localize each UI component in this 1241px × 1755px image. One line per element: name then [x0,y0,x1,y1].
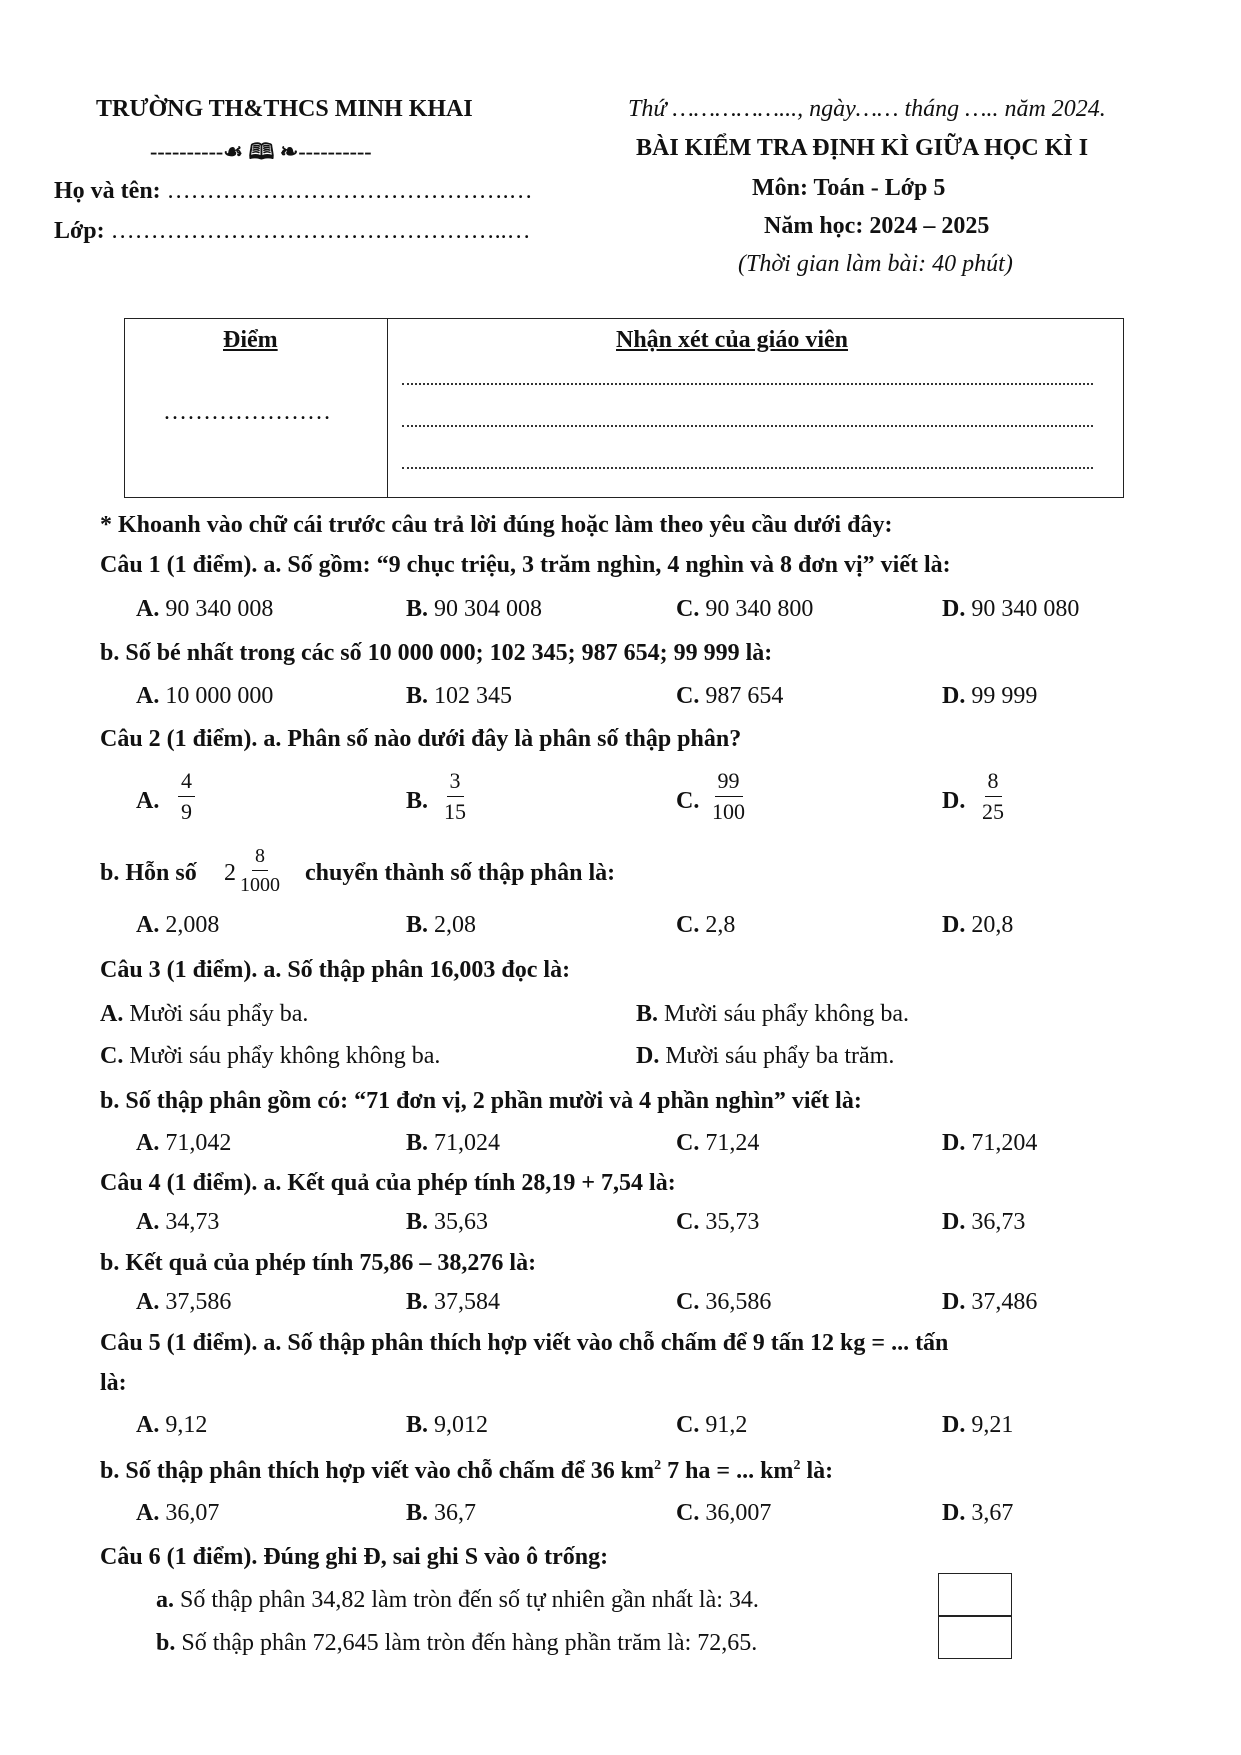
option-text: 90 340 080 [971,596,1080,622]
option-letter: C. [676,1209,700,1235]
option-text: 20,8 [971,912,1014,938]
q2a-prompt: Câu 2 (1 điểm). a. Phân số nào dưới đây là phân số thập phân? [100,726,742,752]
option-letter: A. [136,912,160,938]
option-text: 9,012 [434,1412,489,1438]
option-text: 71,24 [705,1130,760,1156]
score-dots: ………………… [163,399,331,425]
option-letter: D. [636,1043,660,1069]
option-letter: C. [676,1289,700,1315]
denominator: 15 [444,799,466,824]
q1a-option-c[interactable] [676,596,813,623]
option-text: 99 999 [971,683,1038,709]
option-letter: A. [136,1289,160,1315]
q6b-answer-box[interactable] [938,1615,1012,1659]
option-text: 36,07 [165,1500,220,1526]
q2b-option-c[interactable] [676,912,735,939]
option-text: 37,486 [971,1289,1038,1315]
exam-title: BÀI KIỂM TRA ĐỊNH KÌ GIỮA HỌC KÌ I [636,135,1089,161]
superscript-2: 2 [654,1458,662,1473]
option-letter: A. [136,1209,160,1235]
option-letter: A. [100,1001,124,1027]
option-text: Mười sáu phẩy không không ba. [129,1043,441,1069]
q5a-prompt-line1: Câu 5 (1 điểm). a. Số thập phân thích hợp viết vào chỗ chấm để 9 tấn 12 kg = ... tấn [100,1330,949,1356]
q4a-option-b[interactable] [406,1209,488,1236]
option-letter: C. [676,1130,700,1156]
q2a-fraction-a [178,770,195,823]
q1b-option-d[interactable] [942,683,1037,710]
student-name-row[interactable] [54,178,533,205]
option-text: 3,67 [971,1500,1014,1526]
denominator: 100 [712,799,745,824]
score-header: Điểm [223,327,278,353]
q2a-fraction-c [712,770,745,823]
class-row[interactable] [54,218,531,245]
numerator: 8 [985,770,1002,797]
q5a-prompt-line2: là: [100,1370,127,1396]
option-text: 2,08 [434,912,477,938]
q6b-statement [156,1630,757,1657]
q4b-option-a[interactable] [136,1289,231,1316]
class-label: Lớp: [54,218,105,244]
q2b-option-d[interactable] [942,912,1013,939]
option-letter: A. [136,1412,160,1438]
statement-label: b. [156,1630,176,1656]
q2a-option-c[interactable]: C. [676,788,700,814]
option-letter: B. [636,1001,659,1027]
q5b-option-c[interactable] [676,1500,771,1527]
denominator: 25 [982,799,1004,824]
q2a-option-b[interactable]: B. [406,788,429,814]
comment-line-1[interactable] [402,383,1093,385]
option-letter: B. [406,1209,429,1235]
option-letter: B. [406,1289,429,1315]
option-text: Mười sáu phẩy ba trăm. [665,1043,895,1069]
comment-cell [388,319,1124,498]
numerator: 4 [178,770,195,797]
q5b-prompt-part3: là: [800,1458,834,1484]
comment-header: Nhận xét của giáo viên [616,327,849,353]
option-text: Mười sáu phẩy không ba. [664,1001,910,1027]
option-letter: D. [942,1130,966,1156]
option-text: 90 340 008 [165,596,274,622]
option-letter: B. [406,1500,429,1526]
q1a-option-d[interactable] [942,596,1079,623]
class-dots: …………………………………………..… [110,218,531,244]
q1a-prompt: Câu 1 (1 điểm). a. Số gồm: “9 chục triệu, 3 trăm nghìn, 4 nghìn và 8 đơn vị” viết là: [100,552,951,578]
option-text: 9,12 [165,1412,208,1438]
instruction: * Khoanh vào chữ cái trước câu trả lời đúng hoặc làm theo yêu cầu dưới đây: [100,512,893,538]
q2b-option-b[interactable] [406,912,476,939]
ornament-divider: ----------☙ 🕮 ❧---------- [150,139,372,164]
option-letter: D. [942,1289,966,1315]
option-letter: C. [676,1412,700,1438]
q3b-option-c[interactable] [676,1130,759,1157]
q5a-option-a[interactable] [136,1412,207,1439]
option-text: 71,024 [434,1130,501,1156]
option-text: 35,63 [434,1209,489,1235]
option-letter: C. [676,1500,700,1526]
statement-text: Số thập phân 34,82 làm tròn đến số tự nhiên gần nhất là: 34. [174,1587,759,1613]
q6-prompt: Câu 6 (1 điểm). Đúng ghi Đ, sai ghi S vào ô trống: [100,1544,609,1570]
q6a-answer-box[interactable] [938,1573,1012,1617]
q3b-option-a[interactable] [136,1130,231,1157]
q2b-mixed-fraction [240,846,280,895]
q3b-prompt: b. Số thập phân gồm có: “71 đơn vị, 2 phần mười và 4 phần nghìn” viết là: [100,1088,862,1114]
name-dots: …………………………………….… [166,178,533,204]
comment-line-2[interactable] [402,425,1093,427]
option-letter: D. [942,1412,966,1438]
option-text: 2,8 [705,912,736,938]
option-text: 91,2 [705,1412,748,1438]
school-year: Năm học: 2024 – 2025 [764,213,990,239]
comment-line-3[interactable] [402,467,1093,469]
option-text: 90 340 800 [705,596,814,622]
option-text: 10 000 000 [165,683,274,709]
q5b-prompt-part1: b. Số thập phân thích hợp viết vào chỗ chấm để 36 km [100,1458,655,1484]
option-letter: A. [136,596,160,622]
statement-text: Số thập phân 72,645 làm tròn đến hàng phần trăm là: 72,65. [175,1630,758,1656]
option-text: 90 304 008 [434,596,543,622]
q4b-prompt: b. Kết quả của phép tính 75,86 – 38,276 là: [100,1250,537,1276]
statement-label: a. [156,1587,174,1613]
q1b-prompt: b. Số bé nhất trong các số 10 000 000; 102 345; 987 654; 99 999 là: [100,640,773,666]
option-text: 71,042 [165,1130,232,1156]
date-line: Thứ ……………..., ngày…… tháng ….. năm 2024. [628,96,1106,122]
numerator: 8 [252,846,268,871]
option-text: 2,008 [165,912,220,938]
time-limit: (Thời gian làm bài: 40 phút) [738,251,1013,277]
q5b-prompt [100,1458,833,1485]
q2b-option-a[interactable] [136,912,219,939]
q2a-option-a[interactable]: A. [136,788,160,814]
q3a-option-b[interactable] [636,1001,909,1028]
q2b-suffix: chuyển thành số thập phân là: [305,860,616,886]
q2b-prefix: b. Hỗn số [100,860,197,886]
q5a-option-b[interactable] [406,1412,488,1439]
option-text: 37,584 [434,1289,501,1315]
subject-line: Môn: Toán - Lớp 5 [752,175,946,201]
option-text: 102 345 [434,683,513,709]
q2a-fraction-d [982,770,1004,823]
q5a-option-d[interactable] [942,1412,1013,1439]
option-letter: B. [406,1130,429,1156]
q1a-option-a[interactable] [136,596,273,623]
q3a-option-c[interactable] [100,1043,440,1070]
option-text: 35,73 [705,1209,760,1235]
option-letter: A. [136,1130,160,1156]
option-text: 36,73 [971,1209,1026,1235]
q3a-option-d[interactable] [636,1043,894,1070]
q3b-option-d[interactable] [942,1130,1037,1157]
q2a-fraction-b [444,770,466,823]
q5b-option-b[interactable] [406,1500,476,1527]
option-letter: C. [676,596,700,622]
option-letter: C. [676,683,700,709]
superscript-2: 2 [793,1458,801,1473]
option-letter: B. [406,1412,429,1438]
q4b-option-c[interactable] [676,1289,771,1316]
option-text: 34,73 [165,1209,220,1235]
q1a-option-b[interactable] [406,596,542,623]
option-letter: C. [676,912,700,938]
q3a-option-a[interactable] [100,1001,308,1028]
option-text: 36,586 [705,1289,772,1315]
q2a-option-d[interactable]: D. [942,788,966,814]
option-text: 36,7 [434,1500,477,1526]
score-cell [125,319,388,498]
option-letter: B. [406,596,429,622]
option-letter: B. [406,683,429,709]
school-name: TRƯỜNG TH&THCS MINH KHAI [96,96,473,122]
option-letter: A. [136,1500,160,1526]
q3b-option-b[interactable] [406,1130,500,1157]
q1b-option-b[interactable] [406,683,512,710]
option-text: 36,007 [705,1500,772,1526]
q1b-option-a[interactable] [136,683,273,710]
numerator: 3 [447,770,464,797]
option-letter: B. [406,912,429,938]
q2b-mixed-whole: 2 [224,860,236,886]
option-text: 71,204 [971,1130,1038,1156]
option-text: Mười sáu phẩy ba. [129,1001,309,1027]
denominator: 1000 [240,874,280,896]
option-letter: D. [942,912,966,938]
denominator: 9 [181,799,192,824]
q4a-option-d[interactable] [942,1209,1025,1236]
q4a-option-c[interactable] [676,1209,759,1236]
q3a-prompt: Câu 3 (1 điểm). a. Số thập phân 16,003 đọc là: [100,957,571,983]
q5b-option-d[interactable] [942,1500,1013,1527]
option-letter: C. [100,1043,124,1069]
option-letter: D. [942,1209,966,1235]
q4a-option-a[interactable] [136,1209,219,1236]
option-letter: A. [136,683,160,709]
q1b-option-c[interactable] [676,683,783,710]
q6a-statement [156,1587,759,1614]
option-text: 37,586 [165,1289,232,1315]
name-label: Họ và tên: [54,178,161,204]
q4b-option-d[interactable] [942,1289,1037,1316]
q4b-option-b[interactable] [406,1289,500,1316]
q5b-option-a[interactable] [136,1500,219,1527]
q5b-prompt-part2: 7 ha = ... km [661,1458,794,1484]
option-letter: D. [942,596,966,622]
q4a-prompt: Câu 4 (1 điểm). a. Kết quả của phép tính 28,19 + 7,54 là: [100,1170,676,1196]
option-letter: D. [942,683,966,709]
q5a-option-c[interactable] [676,1412,747,1439]
option-letter: D. [942,1500,966,1526]
option-text: 987 654 [705,683,784,709]
option-text: 9,21 [971,1412,1014,1438]
numerator: 99 [715,770,743,797]
score-table [124,318,1124,498]
